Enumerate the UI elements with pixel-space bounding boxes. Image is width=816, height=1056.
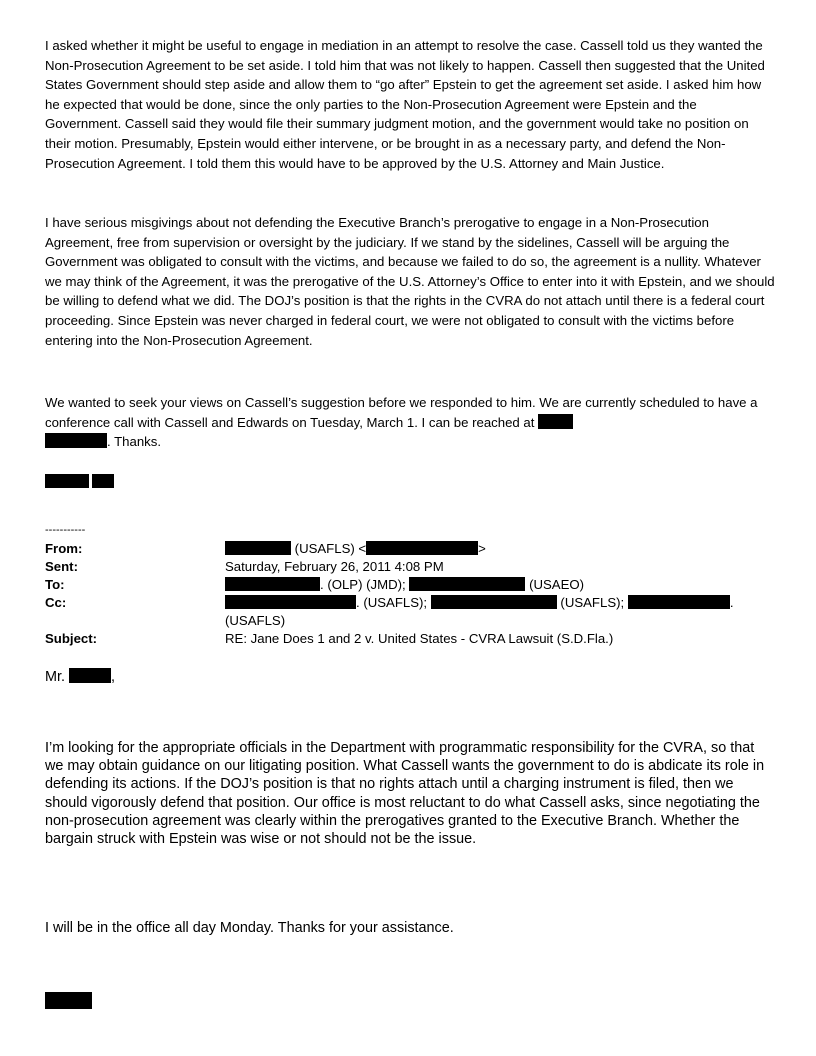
cc-org-1: . (USAFLS); — [356, 595, 428, 610]
redaction-cc-name-3 — [628, 595, 730, 609]
cc-org-3: . — [729, 595, 734, 610]
redaction-signature-2 — [92, 474, 114, 488]
redaction-to-name-2 — [409, 577, 525, 591]
subject-value: RE: Jane Does 1 and 2 v. United States - CVRA Lawsuit (S.D.Fla.) — [225, 631, 614, 646]
email-body-paragraph-2: I will be in the office all day Monday. Thanks for your assistance. — [45, 920, 454, 936]
redaction-from-email — [366, 541, 478, 555]
redaction-to-name-1 — [225, 577, 320, 591]
cc-label: Cc: — [45, 595, 67, 610]
from-org: (USAFLS) < — [294, 541, 367, 556]
paragraph-3-text: We wanted to seek your views on Cassell’s suggestion before we responded to him. We are currently scheduled to have a conference call with Cassell and Edwards on Tuesday, March 1. I can be reached at — [45, 395, 758, 430]
header-separator: ----------- — [45, 524, 86, 536]
letter-paragraph-3 — [45, 393, 775, 452]
sent-value: Saturday, February 26, 2011 4:08 PM — [225, 559, 444, 574]
redaction-cc-name-2 — [431, 595, 557, 609]
redaction-cc-name-1 — [225, 595, 356, 609]
redaction-from-name — [225, 541, 291, 555]
from-close: > — [478, 541, 486, 556]
redaction-closing-signature — [45, 992, 92, 1009]
email-body-paragraph-1: I’m looking for the appropriate officials in the Department with programmatic responsibility for the CVRA, so that we may obtain guidance on our litigating position. What Cassell wants the government to do is abdicate its role in defending its actions. If the DOJ’s position is that no rights attach until a charging instrument is filed, then we should vigorously defend that position. Our office is most reluctant to do what Cassell asks, since negotiating the non-prosecution agreement was clearly within the prerogatives granted to the Executive Branch. Whether the bargain struck with Epstein was wise or not should not be the issue. — [45, 740, 765, 848]
to-org-1: . (OLP) (JMD); — [320, 577, 406, 592]
cc-org-4: (USAFLS) — [225, 613, 286, 628]
from-label: From: — [45, 541, 83, 556]
letter-paragraph-1: I asked whether it might be useful to engage in mediation in an attempt to resolve the case. Cassell told us they wanted the Non-Prosecution Agreement to be set aside. I told him that was not likely to happen. Cassell then suggested that the United States Government should step aside and allow them to “go after” Epstein to get the agreement set aside. I asked him how he expected that would be done, since the only parties to the Non-Prosecution Agreement were Epstein and the Government. Cassell said they would file their summary judgment motion, and the government would take no position on their motion. Presumably, Epstein would either intervene, or be brought in as a necessary party, and defend the Non-Prosecution Agreement. I told them this would have to be approved by the U.S. Attorney and Main Justice. — [45, 38, 765, 171]
to-label: To: — [45, 577, 65, 592]
redaction-salutation-name — [69, 668, 111, 683]
redaction-phone-part1 — [538, 414, 573, 429]
email-salutation — [45, 668, 115, 686]
redaction-phone-part2 — [45, 433, 107, 448]
subject-label: Subject: — [45, 631, 98, 646]
cc-org-2: (USAFLS); — [560, 595, 625, 610]
letter-paragraph-2: I have serious misgivings about not defending the Executive Branch’s prerogative to engage in a Non-Prosecution Agreement, free from supervision or oversight by the judiciary. If we stand by the sidelines, Cassell will be arguing the Government was obligated to consult with the victims, and because we failed to do so, the agreement is a nullity. Whatever we may think of the Agreement, it was the prerogative of the U.S. Attorney’s Office to enter into it with Epstein, and we should be willing to defend what we did. The DOJ’s position is that the rights in the CVRA do not attach until there is a federal court proceeding. Since Epstein was never charged in federal court, we were not obligated to consult with the victims before entering into the Non-Prosecution Agreement. — [45, 215, 775, 348]
sent-label: Sent: — [45, 559, 78, 574]
salutation-suffix: , — [110, 669, 115, 685]
paragraph-3-closing: . Thanks. — [107, 434, 161, 450]
redaction-signature-1 — [45, 474, 89, 488]
to-org-2: (USAEO) — [529, 577, 585, 592]
salutation-prefix: Mr. — [45, 669, 65, 685]
